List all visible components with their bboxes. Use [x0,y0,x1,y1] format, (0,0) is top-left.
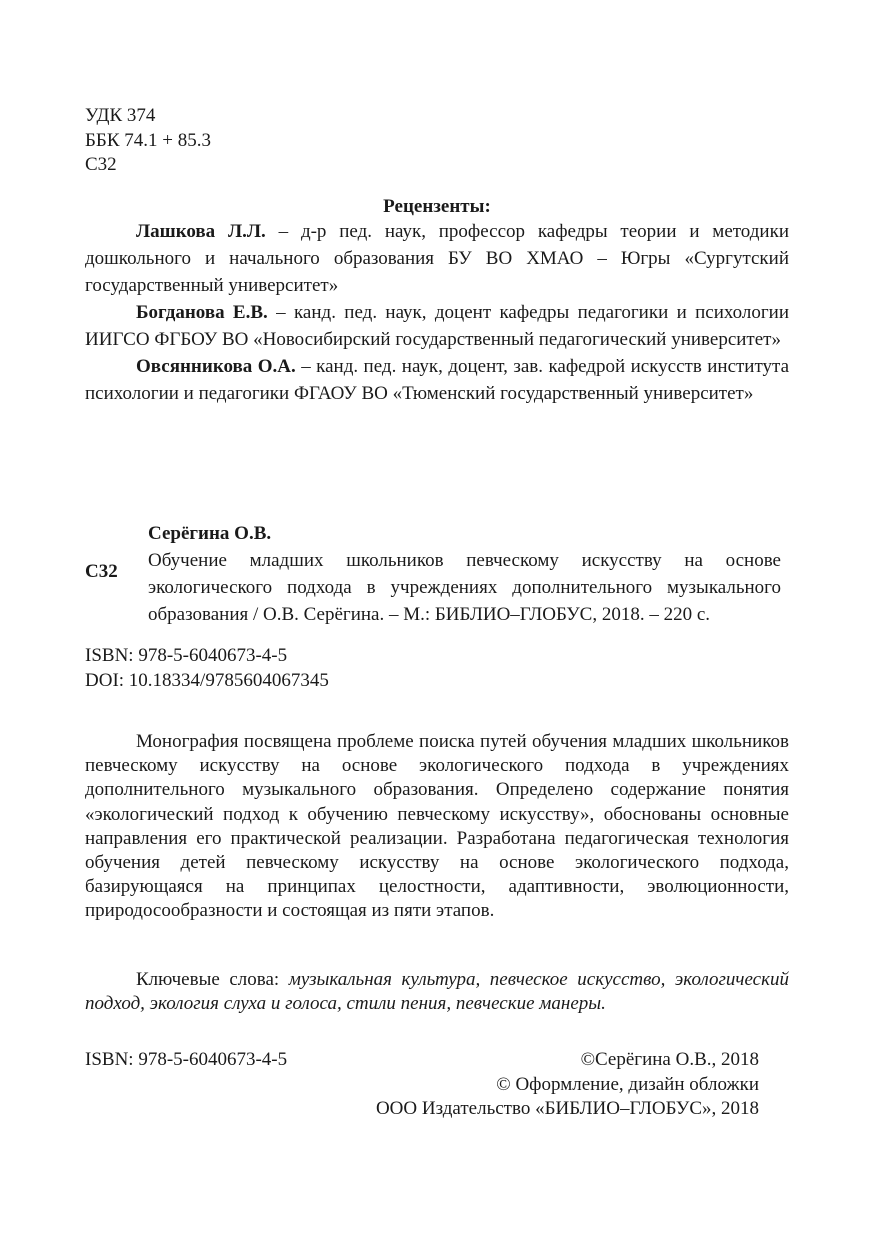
reviewer-entry [85,299,789,353]
reviewer-details: – канд. пед. наук, доцент, зав. кафедрой искусств института психологии и педагогики ФГАОУ ВО «Тюменский государственный университет» [85,356,789,404]
reviewer-details: – канд. пед. наук, доцент кафедры педагогики и психологии ИИГСО ФГБОУ ВО «Новосибирский государственный педагогический университет» [85,302,790,350]
reviewer-entry [85,218,789,299]
book-author: Серёгина О.В. [148,523,272,544]
udk-code: УДК 374 [85,105,156,126]
reviewer-details: – д-р пед. наук, профессор кафедры теории и методики дошкольного и начального образования БУ ВО ХМАО – Югры «Сургутский государственный университет» [85,221,789,296]
copyright-block [376,1048,759,1122]
abstract-text: Монография посвящена проблеме поиска путей обучения младших школьников певческому искусству на основе экологического подхода в учреждениях дополнительного музыкального образования. Определено содержание понятия «экологический подход к обучению певческому искусству», обоснованы основные направления его практической реализации. Разработана педагогическая технология обучения детей певческому искусству на основе экологического подхода, базирующаяся на принципах целостности, адаптивности, эволюционности, природосообразности и состоящая из пяти этапов. [85,731,789,922]
keywords-label: Ключевые слова: [136,969,280,990]
copyright-author: ©Серёгина О.В., 2018 [580,1049,759,1070]
abstract-block [85,730,789,924]
reviewers-heading: Рецензенты: [383,196,491,217]
isbn: ISBN: 978-5-6040673-4-5 [85,645,288,666]
reviewer-entry [85,353,789,407]
bibliographic-code: С32 [85,561,118,582]
keywords-block [85,968,789,1016]
classification-block [85,104,211,178]
reviewer-name: Овсянникова О.А. [136,356,296,377]
footer-isbn: ISBN: 978-5-6040673-4-5 [85,1049,288,1070]
copyright-publisher: ООО Издательство «БИБЛИО–ГЛОБУС», 2018 [375,1098,759,1119]
author-mark: С32 [85,154,117,175]
reviewer-name: Лашкова Л.Л. [136,221,266,242]
keywords-value: музыкальная культура, певческое искусство, экологический подход, экология слуха и голоса, стили пения, певческие манеры. [85,969,789,1014]
keywords-paragraph [85,968,789,1016]
bibliographic-description: Обучение младших школьников певческому искусству на основе экологического подхода в учреждениях дополнительного музыкального образования / О.В. Серёгина. – М.: БИБЛИО–ГЛОБУС, 2018. – 220 с. [148,550,781,625]
reviewers-list [85,218,789,407]
reviewer-name: Богданова Е.В. [136,302,268,323]
identifiers-block [85,644,329,693]
bbk-code: ББК 74.1 + 85.3 [85,129,211,151]
bibliographic-description-block [148,547,781,628]
doi: DOI: 10.18334/9785604067345 [85,669,329,691]
copyright-design: © Оформление, дизайн обложки [496,1073,759,1095]
